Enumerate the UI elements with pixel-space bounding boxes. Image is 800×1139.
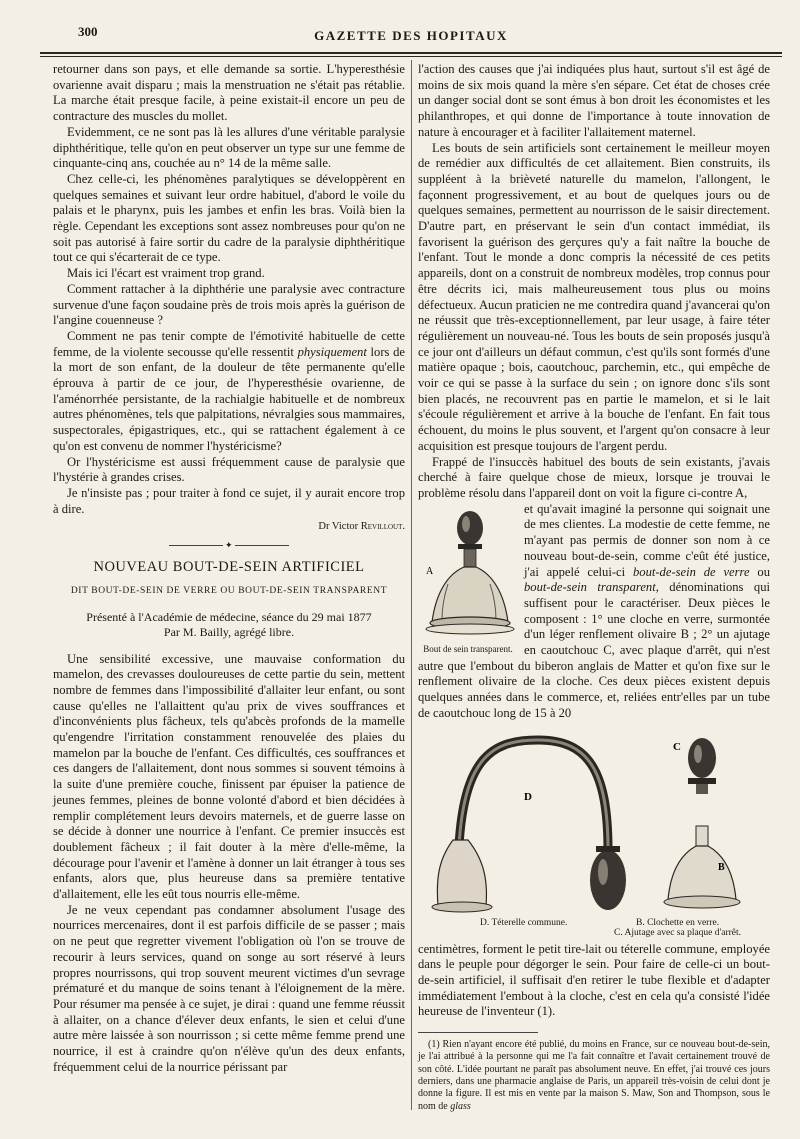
figure-caption-c: C. Ajutage avec sa plaque d'arrêt. <box>614 927 742 938</box>
paragraph: Chez celle-ci, les phénomènes paralytiques se développèrent en quelques semaines et suivant leur ordre habituel, d'abord le voile du palais et le pharynx, puis les jambes et enfin les bras. Voilà bien la règle. Cependant les exceptions sont assez nombreuses pour qu'on ne soit pas autorisé à faire sortir du cadre de la paralysie diphthéritique tout ce qui s'écarterait de ce type. <box>53 171 405 265</box>
column-divider <box>411 60 412 1110</box>
figure-a-caption: Bout de sein transparent. <box>423 643 513 654</box>
figure-caption-d: D. Téterelle commune. <box>480 917 568 928</box>
text-span: , dénominations qui suffisent pour le caractériser. Deux pièces le composent : 1° une cloche en verre, surmontée d'un léger renflement olivaire B ; 2° un ajutage en caoutchouc C, avec plaque d'arrêt, qui n'est autre que l'embout du biberon anglais de Matter et qu'on fixe sur le renflement olivaire de la cloche. Ces deux pièces existent depuis quelques années dans le commerce, et, reliées entr'elles par un tube de caoutchouc long de 15 à 20 <box>418 580 770 720</box>
paragraph: Les bouts de sein artificiels sont certainement le meilleur moyen de remédier aux difficultés de cet allaitement. Bien construits, ils suppléent à la brièveté naturelle du mamelon, l'allongent, le façonnent progressivement, et au bout de quelques jours ou de quelques semaines, permettent au nourrisson de le saisir directement. D'autre part, en préservant le sein d'un contact immédiat, ils favorisent la guérison des gerçures qu'y a fait naître la bouche de l'enfant. Tout le monde a donc compris la nécessité de ces petits appareils, dont on a construit de nombreux modèles, trop connus pour être décrits ici, mais malheureusement tous plus ou moins défectueux. Aucun praticien ne me contredira quand j'avancerai qu'on ne réussit que très-exceptionnellement, par leur usage, à faire téter régulièrement un nouveau-né. Tous les bouts de sein proposés jusqu'à ce jour ont d'ailleurs un défaut commun, c'est qu'ils sont formés d'une matière opaque ; bois, caoutchouc, parchemin, etc., qui empêche de voir ce qui se passe à la surface du sein ; on ignore donc s'ils sont bien placés, ne recouvrent pas en partie le mamelon, et si le lait s'écoule régulièrement et arrive à la bouche de l'enfant. En fait tous échouent, du moins le plus souvent, et l'argent qu'on consacre à leur acquisition est presque toujours de l'argent perdu. <box>418 140 770 453</box>
figure-d <box>418 730 770 936</box>
signature <box>53 519 405 535</box>
figure-caption-b: B. Clochette en verre. <box>636 917 720 928</box>
paragraph: Je ne veux cependant pas condamner absolument l'usage des nourrices mercenaires, dont il est parfois difficile de se passer ; mais on ne peut que regretter vivement l'obligation où l'on se trouve de recourir à leurs services, quand on songe au sort réservé à leurs propres nourrissons, qui trop souvent meurent victimes d'un sevrage prématuré et du manque de soins tenant à l'éloignement de la mère. Pour résumer ma pensée à ce sujet, je dirai : quand une femme réussit à allaiter, on a chance d'élever deux enfants, le sien et celui d'une autre mère laissée à son nourrisson ; si cette même femme prend une nourrice, il est à craindre qu'on n'élève qu'un des deux enfants, fréquemment celui de la nourrice périssant par <box>53 902 405 1074</box>
journal-title: GAZETTE DES HOPITAUX <box>314 28 508 43</box>
article-subtitle: DIT BOUT-DE-SEIN DE VERRE OU BOUT-DE-SEIN TRANSPARENT <box>70 585 388 596</box>
signature-prefix: Dr Victor <box>318 521 361 533</box>
page-header <box>40 22 782 52</box>
right-column <box>418 62 770 1113</box>
paragraph: retourner dans son pays, et elle demande sa sortie. L'hyperesthésie ovarienne avait disparu ; mais la menstruation ne s'était pas rétablie. La marche était presque facile, à peine existait-il encore un peu de contracture des muscles du mollet. <box>53 62 405 124</box>
text-span: (1) Rien n'ayant encore été publié, du moins en France, sur ce nouveau bout-de-sein, je l'ai attribué à la personne qui me l'a fait connaître et l'avait certainement trouvé de son côté. L'idée pourtant ne paraît pas absolument neuve. En effet, j'ai trouvé ces jours derniers, dans une pharmacie anglaise de Paris, un appareil très-voisin de celui dont je donne la figure. Il est mis en vente par la maison S. Maw, Son and Thompson, sous le nom de <box>418 1039 770 1112</box>
article-title: NOUVEAU BOUT-DE-SEIN ARTIFICIEL <box>93 559 365 576</box>
left-column <box>53 62 405 1075</box>
breast-pump-illustration <box>418 730 770 916</box>
signature-name: Revillout. <box>360 521 405 533</box>
emphasis: bout-de-sein de verre <box>632 564 750 579</box>
figure-label-a: A <box>426 565 434 577</box>
paragraph: centimètres, forment le petit tire-lait ou téterelle commune, employée dans le peuple pour dégorger le sein. Pour faire de celle-ci un bout-de-sein artificiel, il suffisait d'en retirer le tube flexible et d'adapter immédiatement l'embout à la cloche, c'est en cela qu'a consisté l'idée heureuse de l'inventeur (1). <box>418 941 770 1019</box>
presentation-note <box>53 610 405 640</box>
figure-label-d: D <box>524 790 532 803</box>
paragraph: Or l'hystéricisme est aussi fréquemment cause de paralysie que l'hystérie à grandes crises. <box>53 454 405 485</box>
paragraph <box>53 329 405 455</box>
header-rule <box>40 52 782 57</box>
text-span: lors de la mort de son enfant, de la douleur de tête permanente qu'elle éprouva à partir de ce jour, de l'hyperesthésie ovarienne, de l'aménorrhée persistante, de la rachialgie habituelle et de nombreux autres phénomènes, tels que palpitations, névralgies sous mammaires, suspectorales, épigastriques, etc., qui se rattachent également à ce qu'on est convenu de nommer l'hystéricisme? <box>53 344 405 453</box>
glass-nipple-shield-illustration <box>418 504 518 642</box>
paragraph: Une sensibilité excessive, une mauvaise conformation du mamelon, des crevasses douloureuses de cette partie du sein, mettent nombre de femmes dans l'impossibilité d'allaiter leur enfant, ou sont cause qu'elles ne l'allaittent qu'au prix de vives souffrances et d'inconvénients plus fâcheux, tels qu'abcès profonds de la mamelle qu'engendre l'irritation constamment renouvelée des plaies du mamelon par la bouche de l'enfant. Ces difficultés, ces souffrances et ces dangers de l'allaitement, dont nous sommes si souvent témoins à la suite d'une première couche, finissent par épuiser la patience de jeunes femmes, pleines de bonne volonté d'abord et bien décidées à remplir complétement leurs devoirs maternels, et de guerre lasse on se décide à donner une nourrice à l'enfant. Ce premier insuccès est doublement fâcheux ; il fait douter à la mère d'elle-même, la décourage pour l'avenir et l'amène à donner un lait étranger à tous ses enfants, alors que, plus heureuse dans sa première tentative d'allaitement, elle les eût tous nourris elle-même. <box>53 651 405 902</box>
paragraph: Je n'insiste pas ; pour traiter à fond ce sujet, il y aurait encore trop à dire. <box>53 485 405 516</box>
presentation-line: Par M. Bailly, agrégé libre. <box>163 624 295 639</box>
paragraph: Frappé de l'insuccès habituel des bouts de sein existants, j'avais cherché à faire quelque chose de mieux, lorsque je trouvai le problème résolu dans l'appareil dont on voit la figure ci-contre A, <box>418 454 770 500</box>
text-span: ou <box>749 564 770 579</box>
figure-label-b: B <box>718 861 725 873</box>
page-number: 300 <box>78 24 98 39</box>
presentation-line: Présenté à l'Académie de médecine, séance du 29 mai 1877 <box>86 609 372 624</box>
paragraph: Evidemment, ce ne sont pas là les allures d'une véritable paralysie diphthéritique, telle qu'on en peut observer un type sur une femme de cinquante-cinq ans, couchée au n° 14 de la même salle. <box>53 124 405 171</box>
paragraph: Comment rattacher à la diphthérie une paralysie avec contracture survenue d'une façon soudaine près de trois mois après la guérison de l'angine couenneuse ? <box>53 281 405 328</box>
emphasis: physiquement <box>297 344 367 359</box>
figure-a <box>418 504 518 654</box>
paragraph: l'action des causes que j'ai indiquées plus haut, surtout s'il est âgé de moins de six mois quand la mère s'en sépare. Cet état de choses crée un danger social dont se sont émus à bon droit les économistes et les philanthropes, et qui donne de l'importance à toute innovation de nature à encourager et à faciliter l'allaitement maternel. <box>418 62 770 139</box>
emphasis: glass <box>450 1100 471 1112</box>
text-span: Comment ne pas tenir compte de l'émotivité habituelle de cette femme, de la violente secousse qu'elle ressentit <box>53 328 405 359</box>
emphasis: bout-de-sein transparent <box>524 580 656 595</box>
paragraph: Mais ici l'écart est vraiment trop grand. <box>67 266 265 281</box>
footnote-rule <box>418 1032 538 1033</box>
figure-label-c: C <box>673 740 681 753</box>
text-span: et qu'avait imaginé la personne qui soignait une de mes clientes. La modestie de cette femme, ne m'ayant pas permis de donner son nom à ce nouveau bout-de-sein, comme c'eût été justice, j'ai appelé celui-ci <box>524 501 770 579</box>
section-separator <box>169 545 289 546</box>
footnote <box>418 1039 770 1113</box>
